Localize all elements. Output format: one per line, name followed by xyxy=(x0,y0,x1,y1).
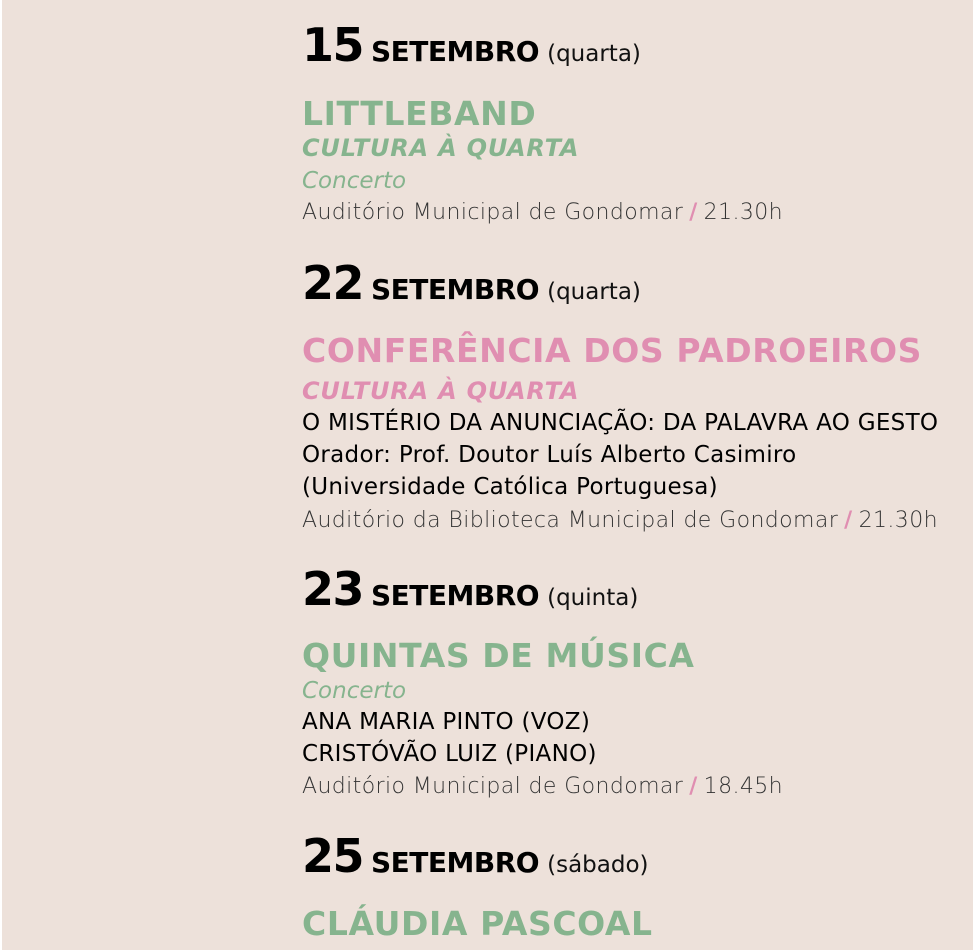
event-date xyxy=(302,256,641,310)
event-title: CLÁUDIA PASCOAL xyxy=(302,904,653,943)
page-left-edge xyxy=(0,0,2,950)
event-type: Concerto xyxy=(302,168,407,194)
event-venue-line xyxy=(302,508,938,533)
venue-name: Auditório Municipal de Gondomar xyxy=(302,200,684,225)
event-title: CONFERÊNCIA DOS PADROEIROS xyxy=(302,331,922,370)
date-weekday: (quarta) xyxy=(547,279,641,305)
date-month: SETEMBRO xyxy=(371,846,540,879)
event-time: 21.30h xyxy=(703,200,783,225)
separator-slash: / xyxy=(689,200,698,225)
date-month: SETEMBRO xyxy=(371,273,540,306)
date-month: SETEMBRO xyxy=(371,579,540,612)
event-title: QUINTAS DE MÚSICA xyxy=(302,636,695,675)
event-detail: (Universidade Católica Portuguesa) xyxy=(302,474,718,500)
venue-name: Auditório Municipal de Gondomar xyxy=(302,774,684,799)
event-detail: CRISTÓVÃO LUIZ (PIANO) xyxy=(302,741,597,767)
event-date xyxy=(302,829,649,883)
venue-name: Auditório da Biblioteca Municipal de Gondomar xyxy=(302,508,839,533)
date-day: 23 xyxy=(302,562,364,616)
event-title: LITTLEBAND xyxy=(302,94,537,133)
event-subtitle: CULTURA À QUARTA xyxy=(302,377,580,405)
date-weekday: (quinta) xyxy=(547,585,639,611)
event-date xyxy=(302,18,641,72)
event-detail: ANA MARIA PINTO (VOZ) xyxy=(302,709,591,735)
date-weekday: (sábado) xyxy=(547,852,649,878)
separator-slash: / xyxy=(689,774,698,799)
event-venue-line xyxy=(302,200,783,225)
date-month: SETEMBRO xyxy=(371,35,540,68)
separator-slash: / xyxy=(844,508,853,533)
date-weekday: (quarta) xyxy=(547,41,641,67)
event-detail: O MISTÉRIO DA ANUNCIAÇÃO: DA PALAVRA AO GESTO xyxy=(302,410,939,436)
date-day: 22 xyxy=(302,256,364,310)
event-time: 21.30h xyxy=(858,508,938,533)
event-subtitle: CULTURA À QUARTA xyxy=(302,134,580,162)
date-day: 15 xyxy=(302,18,364,72)
date-day: 25 xyxy=(302,829,364,883)
event-date xyxy=(302,562,638,616)
event-type: Concerto xyxy=(302,678,407,704)
event-time: 18.45h xyxy=(703,774,783,799)
event-venue-line xyxy=(302,774,783,799)
event-detail: Orador: Prof. Doutor Luís Alberto Casimiro xyxy=(302,442,797,468)
